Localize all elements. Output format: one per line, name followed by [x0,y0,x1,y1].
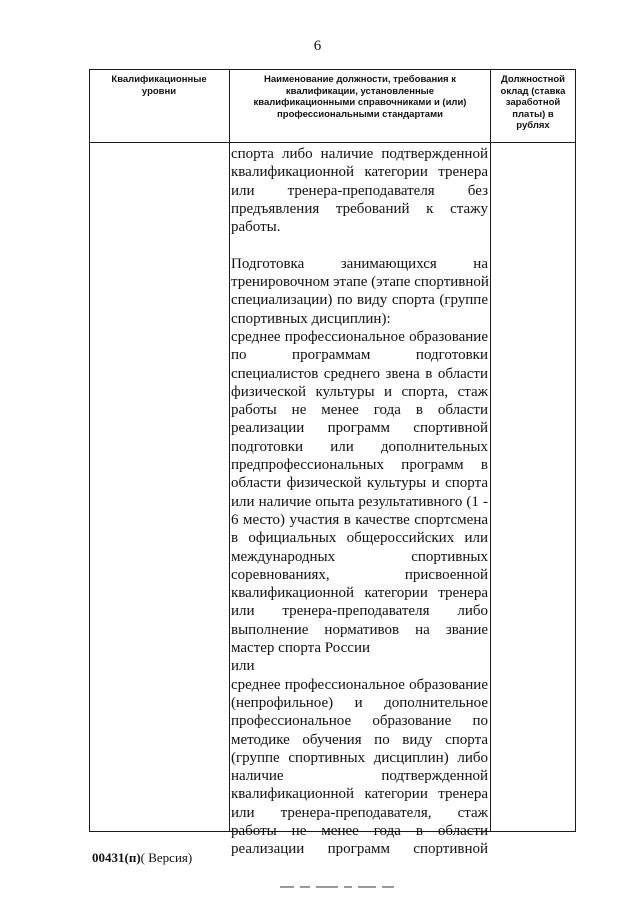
text-line: или тренера-преподавателя либо [231,603,488,620]
position-requirements-text [231,145,488,859]
column-header-line: оклад (ставка [500,85,566,97]
column-header-line: Должностной [501,74,565,85]
text-line: физической культуры и спорта, стаж [231,383,488,400]
text-line: подготовки или дополнительных [231,438,488,455]
header-divider [89,142,575,143]
column-header-line: уровни [141,85,177,97]
column-header-line: Наименование должности, требования к [264,74,456,85]
document-code: 00431(п) [92,850,141,865]
column-divider-1 [229,69,230,832]
column-header-salary [491,69,575,142]
table-border-left [89,69,90,832]
text-line: международных спортивных [231,548,488,565]
text-line: реализации программ спортивной [231,420,488,437]
text-line: квалификационной категории тренера [231,585,488,602]
text-line: профессиональное образование по [231,713,488,730]
text-line: или [231,658,255,675]
text-line: по программам подготовки [231,347,488,364]
text-line: спортивных дисциплин): [231,310,391,327]
column-header-position-requirements [230,69,490,142]
text-line: мастер спорта России [231,640,371,657]
text-line: Подготовка занимающихся на [231,255,488,272]
text-line: или наличие опыта результативного (1 - [231,493,488,510]
text-line: в официальных общероссийских или [231,530,488,547]
text-line: предпрофессиональных программ в [231,457,488,474]
column-header-line: Квалификационные [111,74,207,85]
text-line: наличие подтвержденной [231,768,488,785]
text-line: специализации) по виду спорта (группе [231,292,488,309]
document-footer [92,850,192,866]
text-line: работы не менее года в области [231,822,488,839]
text-line: спорта либо наличие подтвержденной [231,146,488,162]
text-line: среднее профессиональное образование [231,328,488,345]
text-line: среднее профессиональное образование [231,676,488,693]
column-divider-2 [490,69,491,832]
text-line: работы не менее года в области [231,402,488,419]
text-line: методике обучения по виду спорта [231,731,488,748]
text-line: работы. [231,219,281,236]
column-header-line: рублях [516,120,550,131]
column-header-line: платы) в [512,108,554,120]
paragraph-gap [231,236,488,254]
column-header-line: квалификации, установленные [285,85,435,97]
page-number: 6 [313,38,322,54]
column-header-line: квалификационными справочниками и (или) [253,97,467,108]
text-line: соревнованиях, присвоенной [231,566,488,583]
text-line: области физической культуры и спорта [231,475,488,492]
text-line: выполнение нормативов на звание [231,621,488,638]
text-line: квалификационной категории тренера [231,164,488,181]
text-line: или тренера-преподавателя без [231,182,488,199]
text-line: тренировочном этапе (этапе спортивной [231,274,489,291]
text-line: 6 место) участия в качестве спортсмена [231,511,488,528]
document-version-label: ( Версия) [140,850,193,865]
text-line: реализации программ спортивной [231,841,488,858]
text-line: (группе спортивных дисциплин) либо [231,749,488,766]
column-header-levels [89,69,229,142]
text-line: специалистов среднего звена в области [231,365,488,382]
table-border-right [575,69,576,832]
text-line: предъявления требований к стажу [231,200,488,217]
column-header-line: заработной [505,97,561,108]
column-header-line: профессиональными стандартами [277,108,443,120]
text-line: или тренера-преподавателя, стаж [231,804,488,821]
text-line: квалификационной категории тренера [231,786,488,803]
text-line: (непрофильное) и дополнительное [231,694,488,711]
scan-artifact [280,884,440,890]
